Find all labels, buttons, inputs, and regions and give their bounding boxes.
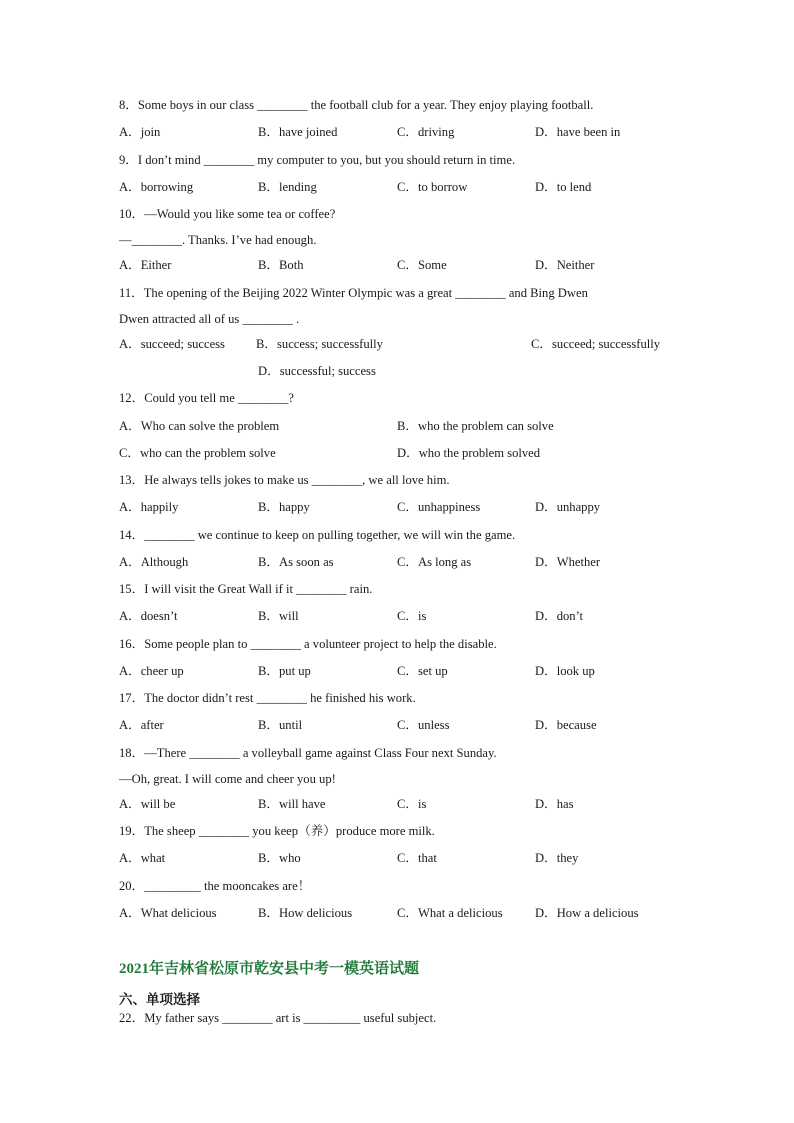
- question-10-options: [119, 257, 719, 273]
- question-9-stem: 9．I don’t mind ________ my computer to you, but you should return in time.: [119, 153, 516, 167]
- option-c: C．Some: [397, 258, 447, 272]
- option-a: A．Who can solve the problem: [119, 419, 280, 433]
- option-d: D．to lend: [535, 180, 592, 194]
- question-8-options: [119, 124, 719, 140]
- option-a: A．after: [119, 718, 164, 732]
- question-14-stem: 14．________ we continue to keep on pulling together, we will win the game.: [119, 528, 516, 542]
- question-11-options: [119, 336, 719, 352]
- option-d: D．How a delicious: [535, 906, 639, 920]
- section-title: 2021年吉林省松原市乾安县中考一模英语试题: [119, 961, 420, 977]
- option-b: B．As soon as: [258, 555, 334, 569]
- question-16-options: [119, 663, 719, 679]
- option-c: C．is: [397, 797, 427, 811]
- question-18-stem: 18．—There ________ a volleyball game against Class Four next Sunday.: [119, 746, 497, 760]
- option-a: A．borrowing: [119, 180, 194, 194]
- option-a: A．join: [119, 125, 161, 139]
- question-16-stem: 16．Some people plan to ________ a volunteer project to help the disable.: [119, 637, 497, 651]
- option-b: B．Both: [258, 258, 304, 272]
- option-b: B．who the problem can solve: [397, 419, 554, 433]
- question-12-options-row1: [119, 418, 719, 434]
- option-a: A．what: [119, 851, 166, 865]
- option-b: B．have joined: [258, 125, 338, 139]
- option-b: B．until: [258, 718, 303, 732]
- question-20-stem: 20．_________ the mooncakes are！: [119, 879, 311, 893]
- option-b: B．put up: [258, 664, 311, 678]
- option-a: A．cheer up: [119, 664, 184, 678]
- option-b: B．will have: [258, 797, 326, 811]
- question-11-stem: 11．The opening of the Beijing 2022 Winter Olympic was a great ________ and Bing Dwen: [119, 286, 588, 300]
- option-a: A．succeed; success: [119, 337, 225, 351]
- option-c: C．unless: [397, 718, 450, 732]
- question-15-stem: 15．I will visit the Great Wall if it ________ rain.: [119, 582, 373, 596]
- question-12-stem: 12．Could you tell me ________?: [119, 391, 294, 405]
- option-d: D．look up: [535, 664, 595, 678]
- option-d: D．don’t: [535, 609, 584, 623]
- option-c: C．to borrow: [397, 180, 468, 194]
- question-12-options-row2: [119, 445, 719, 461]
- question-18-options: [119, 796, 719, 812]
- option-b: B．lending: [258, 180, 317, 194]
- option-a: A．happily: [119, 500, 179, 514]
- option-a: A．doesn’t: [119, 609, 178, 623]
- option-d: D．unhappy: [535, 500, 601, 514]
- option-d: D．because: [535, 718, 597, 732]
- section-subtitle: 六、单项选择: [119, 992, 200, 1007]
- option-b: B．will: [258, 609, 299, 623]
- question-10-stem: 10．—Would you like some tea or coffee?: [119, 207, 336, 221]
- option-c: C．who can the problem solve: [119, 446, 276, 460]
- option-d: D．who the problem solved: [397, 446, 541, 460]
- option-a: A．will be: [119, 797, 176, 811]
- question-19-stem: 19．The sheep ________ you keep（养）produce more milk.: [119, 824, 435, 838]
- option-a: A．What delicious: [119, 906, 217, 920]
- option-c: C．that: [397, 851, 437, 865]
- option-c: C．is: [397, 609, 427, 623]
- question-17-options: [119, 717, 719, 733]
- question-15-options: [119, 608, 719, 624]
- option-c: C．succeed; successfully: [531, 337, 661, 351]
- question-13-options: [119, 499, 719, 515]
- question-20-options: [119, 905, 719, 921]
- option-d: D．they: [535, 851, 579, 865]
- option-b: B．who: [258, 851, 301, 865]
- question-22-stem: 22．My father says ________ art is _________ useful subject.: [119, 1011, 437, 1025]
- option-b: B．success; successfully: [256, 337, 383, 351]
- option-a: A．Although: [119, 555, 189, 569]
- option-d: D．has: [535, 797, 574, 811]
- question-17-stem: 17．The doctor didn’t rest ________ he finished his work.: [119, 691, 416, 705]
- option-c: C．What a delicious: [397, 906, 503, 920]
- option-c: C．unhappiness: [397, 500, 481, 514]
- option-d: D．have been in: [535, 125, 621, 139]
- option-d: D．Neither: [535, 258, 595, 272]
- option-b: B．How delicious: [258, 906, 353, 920]
- option-d: D．successful; success: [258, 364, 376, 378]
- question-19-options: [119, 850, 719, 866]
- option-c: C．driving: [397, 125, 455, 139]
- question-13-stem: 13．He always tells jokes to make us ________, we all love him.: [119, 473, 450, 487]
- option-b: B．happy: [258, 500, 310, 514]
- option-c: C．As long as: [397, 555, 472, 569]
- question-9-options: [119, 179, 719, 195]
- question-8-stem: 8．Some boys in our class ________ the football club for a year. They enjoy playing football.: [119, 98, 594, 112]
- question-10-stem-line2: —________. Thanks. I’ve had enough.: [119, 233, 317, 247]
- question-11-stem-line2: Dwen attracted all of us ________ .: [119, 312, 300, 326]
- option-d: D．Whether: [535, 555, 601, 569]
- option-a: A．Either: [119, 258, 172, 272]
- question-18-stem-line2: —Oh, great. I will come and cheer you up!: [119, 772, 336, 786]
- option-c: C．set up: [397, 664, 448, 678]
- question-14-options: [119, 554, 719, 570]
